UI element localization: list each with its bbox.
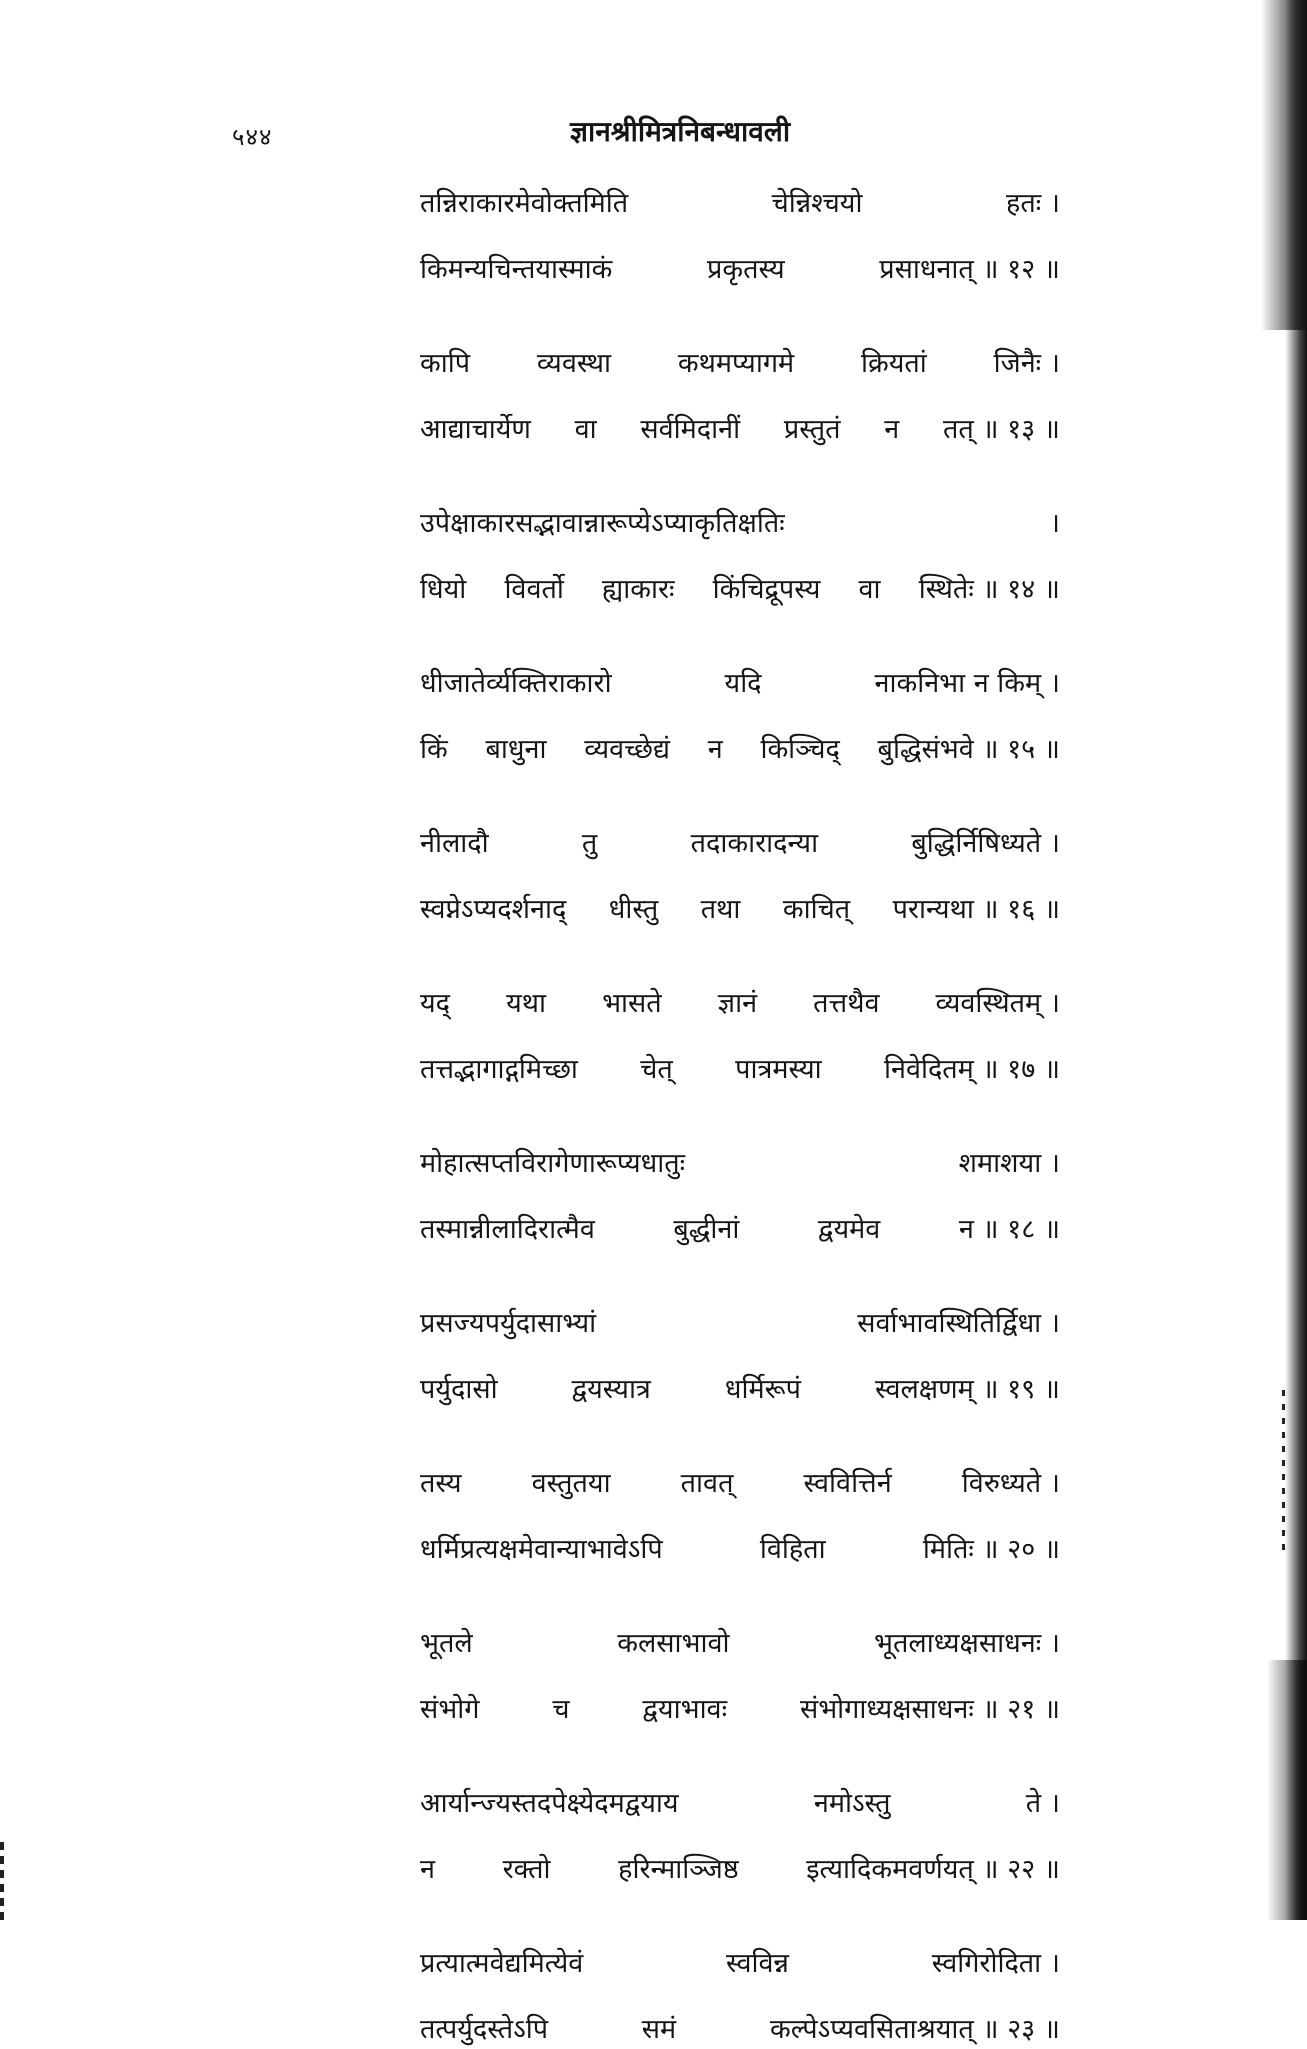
verse <box>420 1625 1060 1729</box>
verse-word: हतः । <box>1006 188 1060 219</box>
verse-line-1 <box>420 985 1060 1023</box>
verse <box>420 665 1060 769</box>
verse <box>420 505 1060 609</box>
verse-word: भूतलाध्यक्षसाधनः । <box>874 1628 1060 1659</box>
verse-word: स्वप्नेऽप्यदर्शनाद् <box>420 894 567 925</box>
verse-word: विहिता <box>759 1534 826 1565</box>
verse-word: आद्याचार्येण <box>420 414 531 445</box>
verse-word: संभोगाध्यक्षसाधनः ॥ २१ ॥ <box>799 1694 1060 1725</box>
verse-word: प्रस्तुतं <box>783 414 841 445</box>
verse-word: तत्तथैव <box>813 988 880 1019</box>
verse-word: व्यवस्था <box>536 348 612 379</box>
verse-line-2 <box>420 891 1060 929</box>
verse-word: किं <box>420 734 448 765</box>
verse <box>420 345 1060 449</box>
verse-word: तत् ॥ १३ ॥ <box>942 414 1060 445</box>
verse-word: समं <box>641 2014 677 2045</box>
verse-word: न <box>420 1854 435 1885</box>
verse-word: बुद्धीनां <box>673 1214 740 1245</box>
verse-word: बाधुना <box>485 734 547 765</box>
verse-word: वा <box>574 414 597 445</box>
verse-word: द्वयाभावः <box>642 1694 728 1725</box>
verse-line-1 <box>420 345 1060 383</box>
scan-edge-shadow <box>1285 0 1307 1920</box>
verse <box>420 1305 1060 1409</box>
verse-word: तु <box>581 828 598 859</box>
verse-word: स्वलक्षणम् ॥ १९ ॥ <box>874 1374 1060 1405</box>
verse-word: द्वयस्यात्र <box>571 1374 651 1405</box>
verse-word: सर्वमिदानीं <box>640 414 741 445</box>
verse <box>420 1945 1060 2049</box>
verse-word: इत्यादिकमवर्णयत् ॥ २२ ॥ <box>806 1854 1060 1885</box>
verse-word: तत्पर्युदस्तेऽपि <box>420 2014 549 2045</box>
verse-line-2 <box>420 2011 1060 2049</box>
verse-word: धियो <box>420 574 467 605</box>
verse-line-1 <box>420 1945 1060 1983</box>
verse-word: न ॥ १८ ॥ <box>958 1214 1060 1245</box>
verse <box>420 185 1060 289</box>
verse-word: भासते <box>602 988 662 1019</box>
verse-list <box>420 185 1060 2049</box>
verse-word: विरुध्यते । <box>961 1468 1060 1499</box>
verse-word: चेन्निश्चयो <box>771 188 863 219</box>
verse-word: धीस्तु <box>608 894 659 925</box>
verse <box>420 1465 1060 1569</box>
verse-word: ह्याकारः <box>602 574 675 605</box>
verse-word: वा <box>858 574 881 605</box>
verse-word: नीलादौ <box>420 828 489 859</box>
scan-edge-shadow-bottom <box>1267 1660 1307 1920</box>
verse-word: किञ्चिद् <box>760 734 840 765</box>
verse-word: धर्मिरूपं <box>724 1374 801 1405</box>
verse-word: वस्तुतया <box>531 1468 611 1499</box>
verse-line-2 <box>420 251 1060 289</box>
verse-line-1 <box>420 1145 1060 1183</box>
verse-word: व्यवच्छेद्यं <box>584 734 670 765</box>
verse-line-1 <box>420 665 1060 703</box>
verse-line-2 <box>420 1851 1060 1889</box>
verse-word: चेत् <box>640 1054 673 1085</box>
verse-word: काचित् <box>782 894 851 925</box>
verse-word: हरिन्माञ्जिष्ठ <box>618 1854 739 1885</box>
verse <box>420 1145 1060 1249</box>
verse-line-1 <box>420 505 1060 543</box>
verse-line-1 <box>420 1465 1060 1503</box>
verse-word: कलसाभावो <box>617 1628 730 1659</box>
verse-word: न <box>884 414 900 445</box>
verse-word: संभोगे <box>420 1694 480 1725</box>
verse-line-1 <box>420 1305 1060 1343</box>
verse-word: किंचिद्रूपस्य <box>712 574 821 605</box>
verse-word: । <box>1049 508 1060 539</box>
verse-word: सर्वाभावस्थितिर्द्विधा । <box>857 1308 1060 1339</box>
verse-word: यदि <box>724 668 762 699</box>
verse-word: बुद्धिसंभवे ॥ १५ ॥ <box>877 734 1060 765</box>
verse-word: नमोऽस्तु <box>813 1788 891 1819</box>
verse-word: तत्तद्भागाद्गमिच्छा <box>420 1054 578 1085</box>
verse <box>420 985 1060 1089</box>
verse-word: उपेक्षाकारसद्भावान्नारूप्येऽप्याकृतिक्षतिः <box>420 508 785 539</box>
verse-word: प्रत्यात्मवेद्यमित्येवं <box>420 1948 584 1979</box>
running-head: ज्ञानश्रीमित्रनिबन्धावली <box>570 115 791 148</box>
verse-line-2 <box>420 571 1060 609</box>
verse-word: तावत् <box>680 1468 734 1499</box>
verse-word: स्ववित्तिर्न <box>803 1468 892 1499</box>
verse-word: जिनैः । <box>993 348 1060 379</box>
verse-line-2 <box>420 731 1060 769</box>
verse-word: क्रियतां <box>861 348 927 379</box>
verse-word: यथा <box>506 988 546 1019</box>
verse-word: विवर्तो <box>504 574 564 605</box>
verse-line-1 <box>420 1625 1060 1663</box>
verse-word: प्रकृतस्य <box>706 254 785 285</box>
verse-word: द्वयमेव <box>817 1214 881 1245</box>
verse-word: नाकनिभा न किम् । <box>874 668 1060 699</box>
verse-line-1 <box>420 185 1060 223</box>
verse-word: स्थितेः ॥ १४ ॥ <box>918 574 1060 605</box>
verse-word: मितिः ॥ २० ॥ <box>922 1534 1060 1565</box>
verse-word: तस्मान्नीलादिरात्मैव <box>420 1214 595 1245</box>
verse-line-2 <box>420 1211 1060 1249</box>
verse-line-2 <box>420 411 1060 449</box>
verse-word: परान्यथा ॥ १६ ॥ <box>892 894 1060 925</box>
verse-word: ते । <box>1025 1788 1060 1819</box>
verse-word: शमाशया । <box>958 1148 1060 1179</box>
verse <box>420 825 1060 929</box>
verse-word: भूतले <box>420 1628 473 1659</box>
verse-line-2 <box>420 1531 1060 1569</box>
verse <box>420 1785 1060 1889</box>
verse-word: स्वविन्न <box>726 1948 789 1979</box>
verse-word: कल्पेऽप्यवसिताश्रयात् ॥ २३ ॥ <box>769 2014 1060 2045</box>
verse-line-1 <box>420 825 1060 863</box>
verse-word: मोहात्सप्तविरागेणारूप्यधातुः <box>420 1148 686 1179</box>
verse-word: च <box>552 1694 570 1725</box>
scan-artifact-dots <box>1282 1390 1285 1550</box>
verse-word: बुद्धिर्निषिध्यते । <box>911 828 1060 859</box>
verse-word: प्रसाधनात् ॥ १२ ॥ <box>879 254 1060 285</box>
verse-word: तस्य <box>420 1468 462 1499</box>
verse-word: ज्ञानं <box>717 988 758 1019</box>
verse-word: प्रसज्यपर्युदासाभ्यां <box>420 1308 597 1339</box>
verse-word: कापि <box>420 348 471 379</box>
verse-line-2 <box>420 1691 1060 1729</box>
verse-line-1 <box>420 1785 1060 1823</box>
verse-line-2 <box>420 1371 1060 1409</box>
verse-word: व्यवस्थितम् । <box>935 988 1060 1019</box>
verse-word: तन्निराकारमेवोक्तमिति <box>420 188 629 219</box>
verse-word: निवेदितम् ॥ १७ ॥ <box>883 1054 1060 1085</box>
verse-word: किमन्यचिन्तयास्माकं <box>420 254 613 285</box>
scan-artifact-mark <box>0 1842 4 1920</box>
verse-word: कथमप्यागमे <box>677 348 795 379</box>
page-number: ५४४ <box>232 123 273 151</box>
verse-word: रक्तो <box>502 1854 551 1885</box>
verse-word: धीजातेर्व्यक्तिराकारो <box>420 668 612 699</box>
verse-line-2 <box>420 1051 1060 1089</box>
verse-word: तथा <box>700 894 741 925</box>
verse-word: तदाकारादन्या <box>690 828 819 859</box>
verse-word: धर्मिप्रत्यक्षमेवान्याभावेऽपि <box>420 1534 663 1565</box>
verse-word: यद् <box>420 988 450 1019</box>
verse-word: पात्रमस्या <box>735 1054 822 1085</box>
verse-word: स्वगिरोदिता । <box>931 1948 1060 1979</box>
verse-word: आर्यान्ज्यस्तदपेक्ष्येदमद्वयाय <box>420 1788 679 1819</box>
verse-word: पर्युदासो <box>420 1374 498 1405</box>
verse-word: न <box>707 734 723 765</box>
